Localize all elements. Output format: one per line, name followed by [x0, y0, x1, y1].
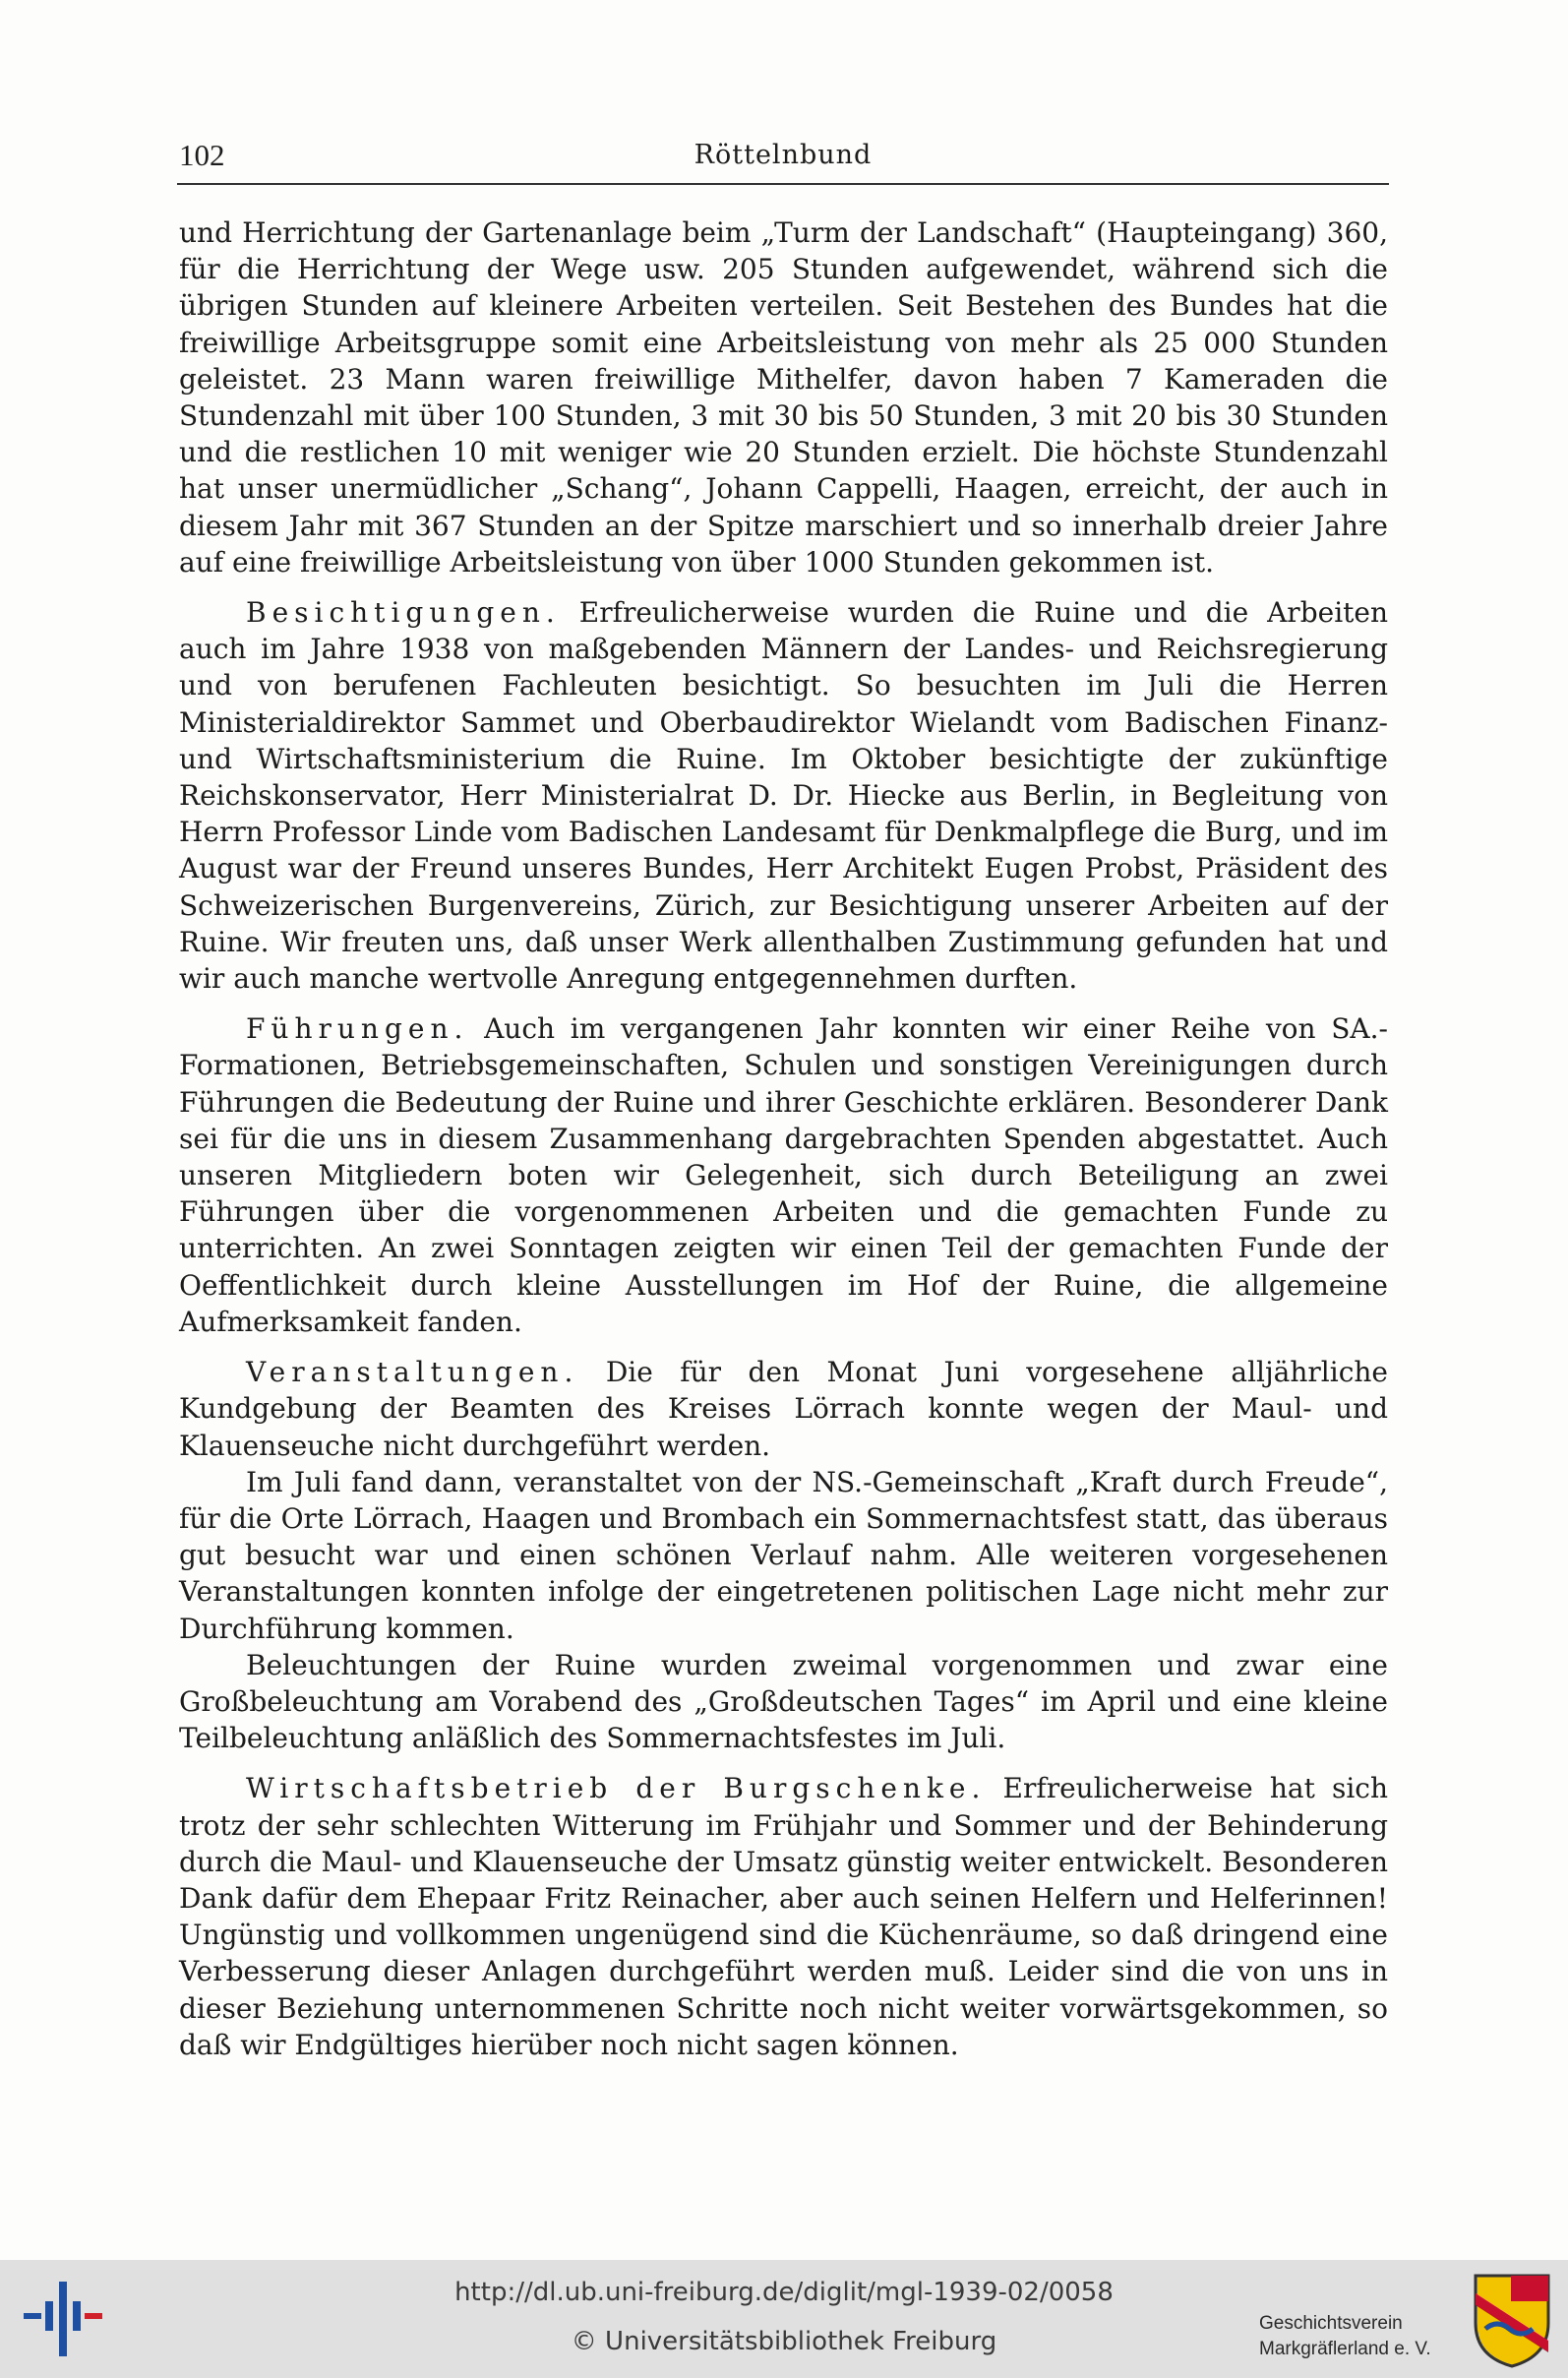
paragraph-text: Beleuchtungen der Ruine wurden zweimal vorgenommen und zwar eine Großbeleuchtung am Vorabend des „Großdeutschen Tages“ im April und eine kleine Teilbeleuchtung anläßlich des Sommernachtsfestes im Juli. — [179, 1648, 1388, 1755]
copyright-notice: © Universitätsbibliothek Freiburg — [571, 2327, 997, 2356]
paragraph-text: und Herrichtung der Gartenanlage beim „Turm der Landschaft“ (Haupteingang) 360, für die Herrichtung der Wege usw. 205 Stunden aufgewendet, während sich die übrigen Stunden auf kleinere Arbeiten verteilen. Seit Bestehen des Bundes hat die freiwillige Arbeitsgruppe somit eine Arbeitsleistung von mehr als 25 000 Stunden geleistet. 23 Mann waren freiwillige Mithelfer, davon haben 7 Kameraden die Stundenzahl mit über 100 Stunden, 3 mit 30 bis 50 Stunden, 3 mit 20 bis 30 Stunden und die restlichen 10 mit weniger wie 20 Stunden erzielt. Die höchste Stundenzahl hat unser unermüdlicher „Schang“, Johann Cappelli, Haagen, erreicht, der auch in diesem Jahr mit 367 Stunden an der Spitze marschiert und so innerhalb dreier Jahre auf eine freiwillige Arbeitsleistung von über 1000 Stunden gekommen ist. — [179, 216, 1388, 579]
paragraph-burgschenke — [179, 1770, 1388, 2063]
library-logo-icon — [22, 2280, 104, 2358]
paragraph-sommernachtsfest — [179, 1464, 1388, 1647]
permalink-url[interactable]: http://dl.ub.uni-freiburg.de/diglit/mgl-1939-02/0058 — [454, 2278, 1114, 2307]
society-name-line1: Geschichtsverein — [1259, 2313, 1403, 2334]
running-title: Röttelnbund — [694, 140, 873, 170]
paragraph-besichtigungen — [179, 594, 1388, 997]
paragraph-beleuchtungen — [179, 1647, 1388, 1757]
section-heading-veranstaltungen: Veranstaltungen. — [246, 1356, 579, 1389]
paragraph-fuehrungen — [179, 1010, 1388, 1340]
society-name-line2: Markgräflerland e. V. — [1259, 2339, 1431, 2359]
section-heading-besichtigungen: Besichtigungen. — [246, 596, 561, 630]
paragraph-text: Auch im vergangenen Jahr konnten wir einer Reihe von SA.-Formationen, Betriebsgemeinschaften, Schulen und sonstigen Vereinigungen durch Führungen die Bedeutung der Ruine und ihrer Geschichte erklären. Besonderer Dank sei für die uns in diesem Zusammenhang dargebrachten Spenden abgestattet. Auch unseren Mitgliedern boten wir Gelegenheit, sich durch Beteiligung an zwei Führungen über die vorgenommenen Arbeiten und die gemachten Funde zu unterrichten. An zwei Sonntagen zeigten wir einen Teil der gemachten Funde der Oeffentlichkeit durch kleine Ausstellungen im Hof der Ruine, die allgemeine Aufmerksamkeit fanden. — [179, 1012, 1388, 1338]
paragraph-text: Im Juli fand dann, veranstaltet von der NS.-Gemeinschaft „Kraft durch Freude“, für die Orte Lörrach, Haagen und Brombach ein Sommernachtsfest statt, das überaus gut besucht war und einen schönen Verlauf nahm. Alle weiteren vorgesehenen Veranstaltungen konnten infolge der eingetretenen politischen Lage nicht mehr zur Durchführung kommen. — [179, 1465, 1388, 1645]
page-number: 102 — [179, 138, 225, 172]
society-name — [1259, 2311, 1474, 2362]
viewer-footer — [0, 2260, 1568, 2378]
paragraph-text: Die für den Monat Juni vorgesehene alljährliche Kundgebung der Beamten des Kreises Lörrach konnte wegen der Maul- und Klauenseuche nicht durchgeführt werden. — [179, 1356, 1388, 1462]
section-heading-burgschenke: Wirtschaftsbetrieb der Burgschenke. — [246, 1772, 987, 1805]
page-header — [177, 136, 1389, 185]
paragraph-text: Erfreulicherweise hat sich trotz der sehr schlechten Witterung im Frühjahr und Sommer und der Behinderung durch die Maul- und Klauenseuche der Umsatz günstig weiter entwickelt. Besonderen Dank dafür dem Ehepaar Fritz Reinacher, aber auch seinen Helfern und Helferinnen! Ungünstig und vollkommen ungenügend sind die Küchenräume, so daß dringend eine Verbesserung dieser Anlagen durchgeführt werden muß. Leider sind die von uns in dieser Beziehung unternommenen Schritte noch nicht weiter vorwärtsgekommen, so daß wir Endgültiges hierüber noch nicht sagen können. — [179, 1772, 1388, 2061]
body-text — [179, 214, 1388, 2063]
coat-of-arms-icon — [1472, 2272, 1552, 2368]
paragraph-veranstaltungen — [179, 1354, 1388, 1464]
paragraph-text: Erfreulicherweise wurden die Ruine und die Arbeiten auch im Jahre 1938 von maßgebenden Männern der Landes- und Reichsregierung und von berufenen Fachleuten besichtigt. So besuchten im Juli die Herren Ministerialdirektor Sammet und Oberbaudirektor Wielandt vom Badischen Finanz- und Wirtschaftsministerium die Ruine. Im Oktober besichtigte der zukünftige Reichskonservator, Herr Ministerialrat D. Dr. Hiecke aus Berlin, in Begleitung von Herrn Professor Linde vom Badischen Landesamt für Denkmalpflege die Burg, und im August war der Freund unseres Bundes, Herr Architekt Eugen Probst, Präsident des Schweizerischen Burgenvereins, Zürich, zur Besichtigung unserer Arbeiten auf der Ruine. Wir freuten uns, daß unser Werk allenthalben Zustimmung gefunden hat und wir auch manche wertvolle Anregung entgegennehmen durften. — [179, 596, 1388, 996]
paragraph-arbeitsleistung — [179, 214, 1388, 580]
section-heading-fuehrungen: Führungen. — [246, 1012, 469, 1046]
